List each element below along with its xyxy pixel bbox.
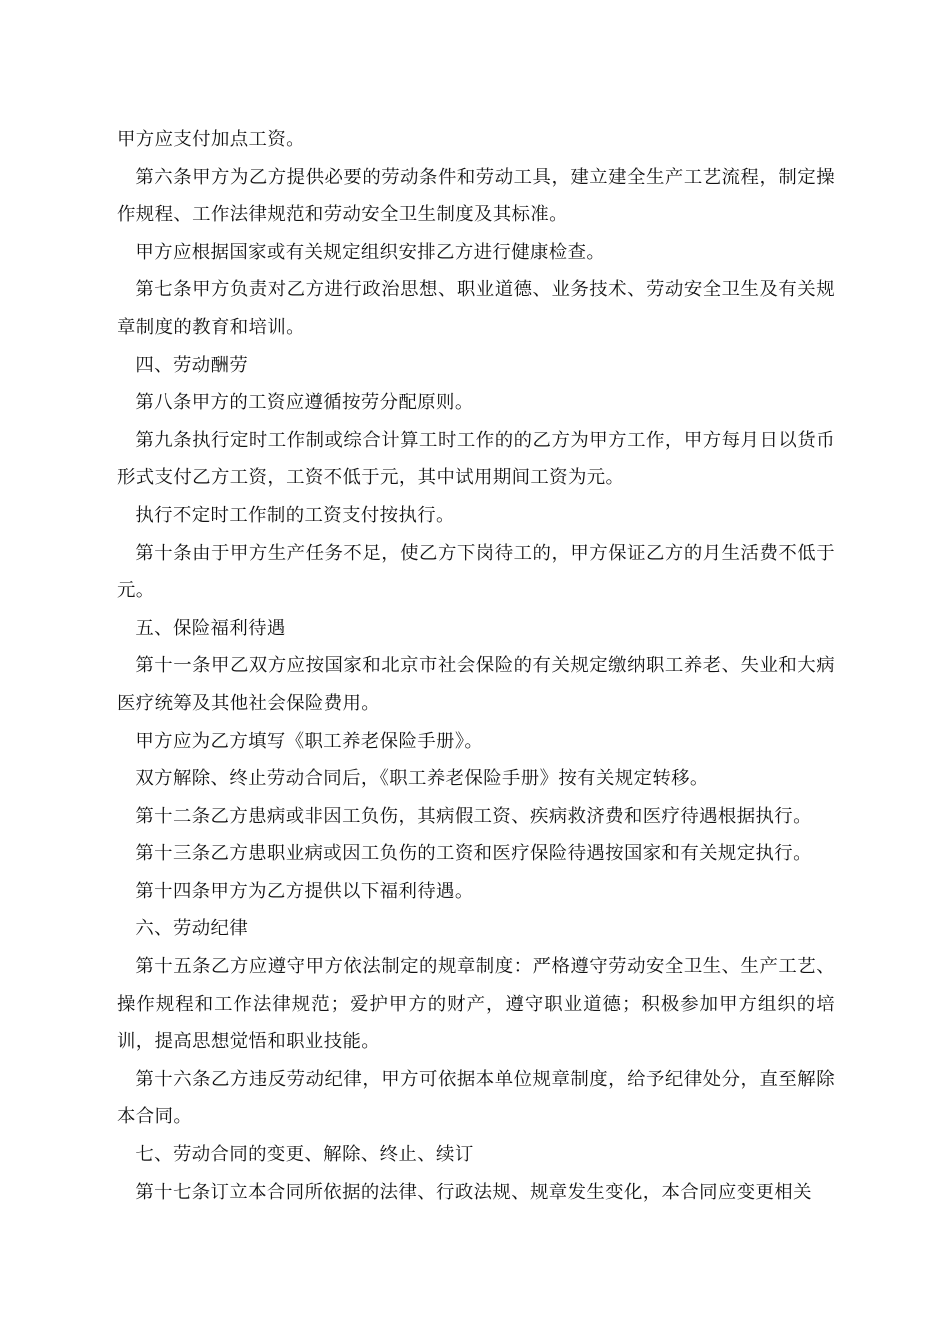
paragraph-continuation: 甲方应支付加点工资。 xyxy=(117,129,305,150)
paragraph-article-15: 第十五条乙方应遵守甲方依法制定的规章制度：严格遵守劳动安全卫生、生产工艺、操作规程和工作法律规范；爱护甲方的财产，遵守职业道德；积极参加甲方组织的培训，提高思想觉悟和职业技能。 xyxy=(117,956,835,1053)
section-heading-insurance: 五、保险福利待遇 xyxy=(135,617,286,639)
paragraph-article-14: 第十四条甲方为乙方提供以下福利待遇。 xyxy=(135,880,474,902)
paragraph-manual-transfer: 双方解除、终止劳动合同后，《职工养老保险手册》按有关规定转移。 xyxy=(135,768,709,790)
paragraph-health-check: 甲方应根据国家或有关规定组织安排乙方进行健康检查。 xyxy=(135,241,606,263)
section-heading-discipline: 六、劳动纪律 xyxy=(135,918,249,940)
paragraph-article-7: 第七条甲方负责对乙方进行政治思想、职业道德、业务技术、劳动安全卫生及有关规章制度的教育和培训。 xyxy=(117,279,835,338)
section-heading-contract-changes: 七、劳动合同的变更、解除、终止、续订 xyxy=(135,1144,474,1166)
paragraph-article-10: 第十条由于甲方生产任务不足，使乙方下岗待工的，甲方保证乙方的月生活费不低于元。 xyxy=(117,542,835,602)
paragraph-article-12: 第十二条乙方患病或非因工负伤，其病假工资、疾病救济费和医疗待遇根据执行。 xyxy=(135,805,812,827)
paragraph-article-9: 第九条执行定时工作制或综合计算工时工作的的乙方为甲方工作，甲方每月日以货币形式支付乙方工资，工资不低于元，其中试用期间工资为元。 xyxy=(117,429,835,489)
paragraph-article-17: 第十七条订立本合同所依据的法律、行政法规、规章发生变化，本合同应变更相关 xyxy=(135,1181,812,1203)
paragraph-article-11: 第十一条甲乙双方应按国家和北京市社会保险的有关规定缴纳职工养老、失业和大病医疗统筹及其他社会保险费用。 xyxy=(117,655,835,714)
paragraph-article-16: 第十六条乙方违反劳动纪律，甲方可依据本单位规章制度，给予纪律处分，直至解除本合同。 xyxy=(117,1068,835,1128)
section-heading-remuneration: 四、劳动酬劳 xyxy=(135,354,249,376)
document-body xyxy=(117,121,835,1211)
paragraph-article-8: 第八条甲方的工资应遵循按劳分配原则。 xyxy=(135,392,474,414)
paragraph-article-13: 第十三条乙方患职业病或因工负伤的工资和医疗保险待遇按国家和有关规定执行。 xyxy=(135,843,812,865)
paragraph-pension-manual: 甲方应为乙方填写《职工养老保险手册》。 xyxy=(135,730,484,752)
paragraph-article-6: 第六条甲方为乙方提供必要的劳动条件和劳动工具，建立建全生产工艺流程，制定操作规程、工作法律规范和劳动安全卫生制度及其标准。 xyxy=(117,166,835,226)
paragraph-flexible-hours: 执行不定时工作制的工资支付按执行。 xyxy=(135,504,455,526)
